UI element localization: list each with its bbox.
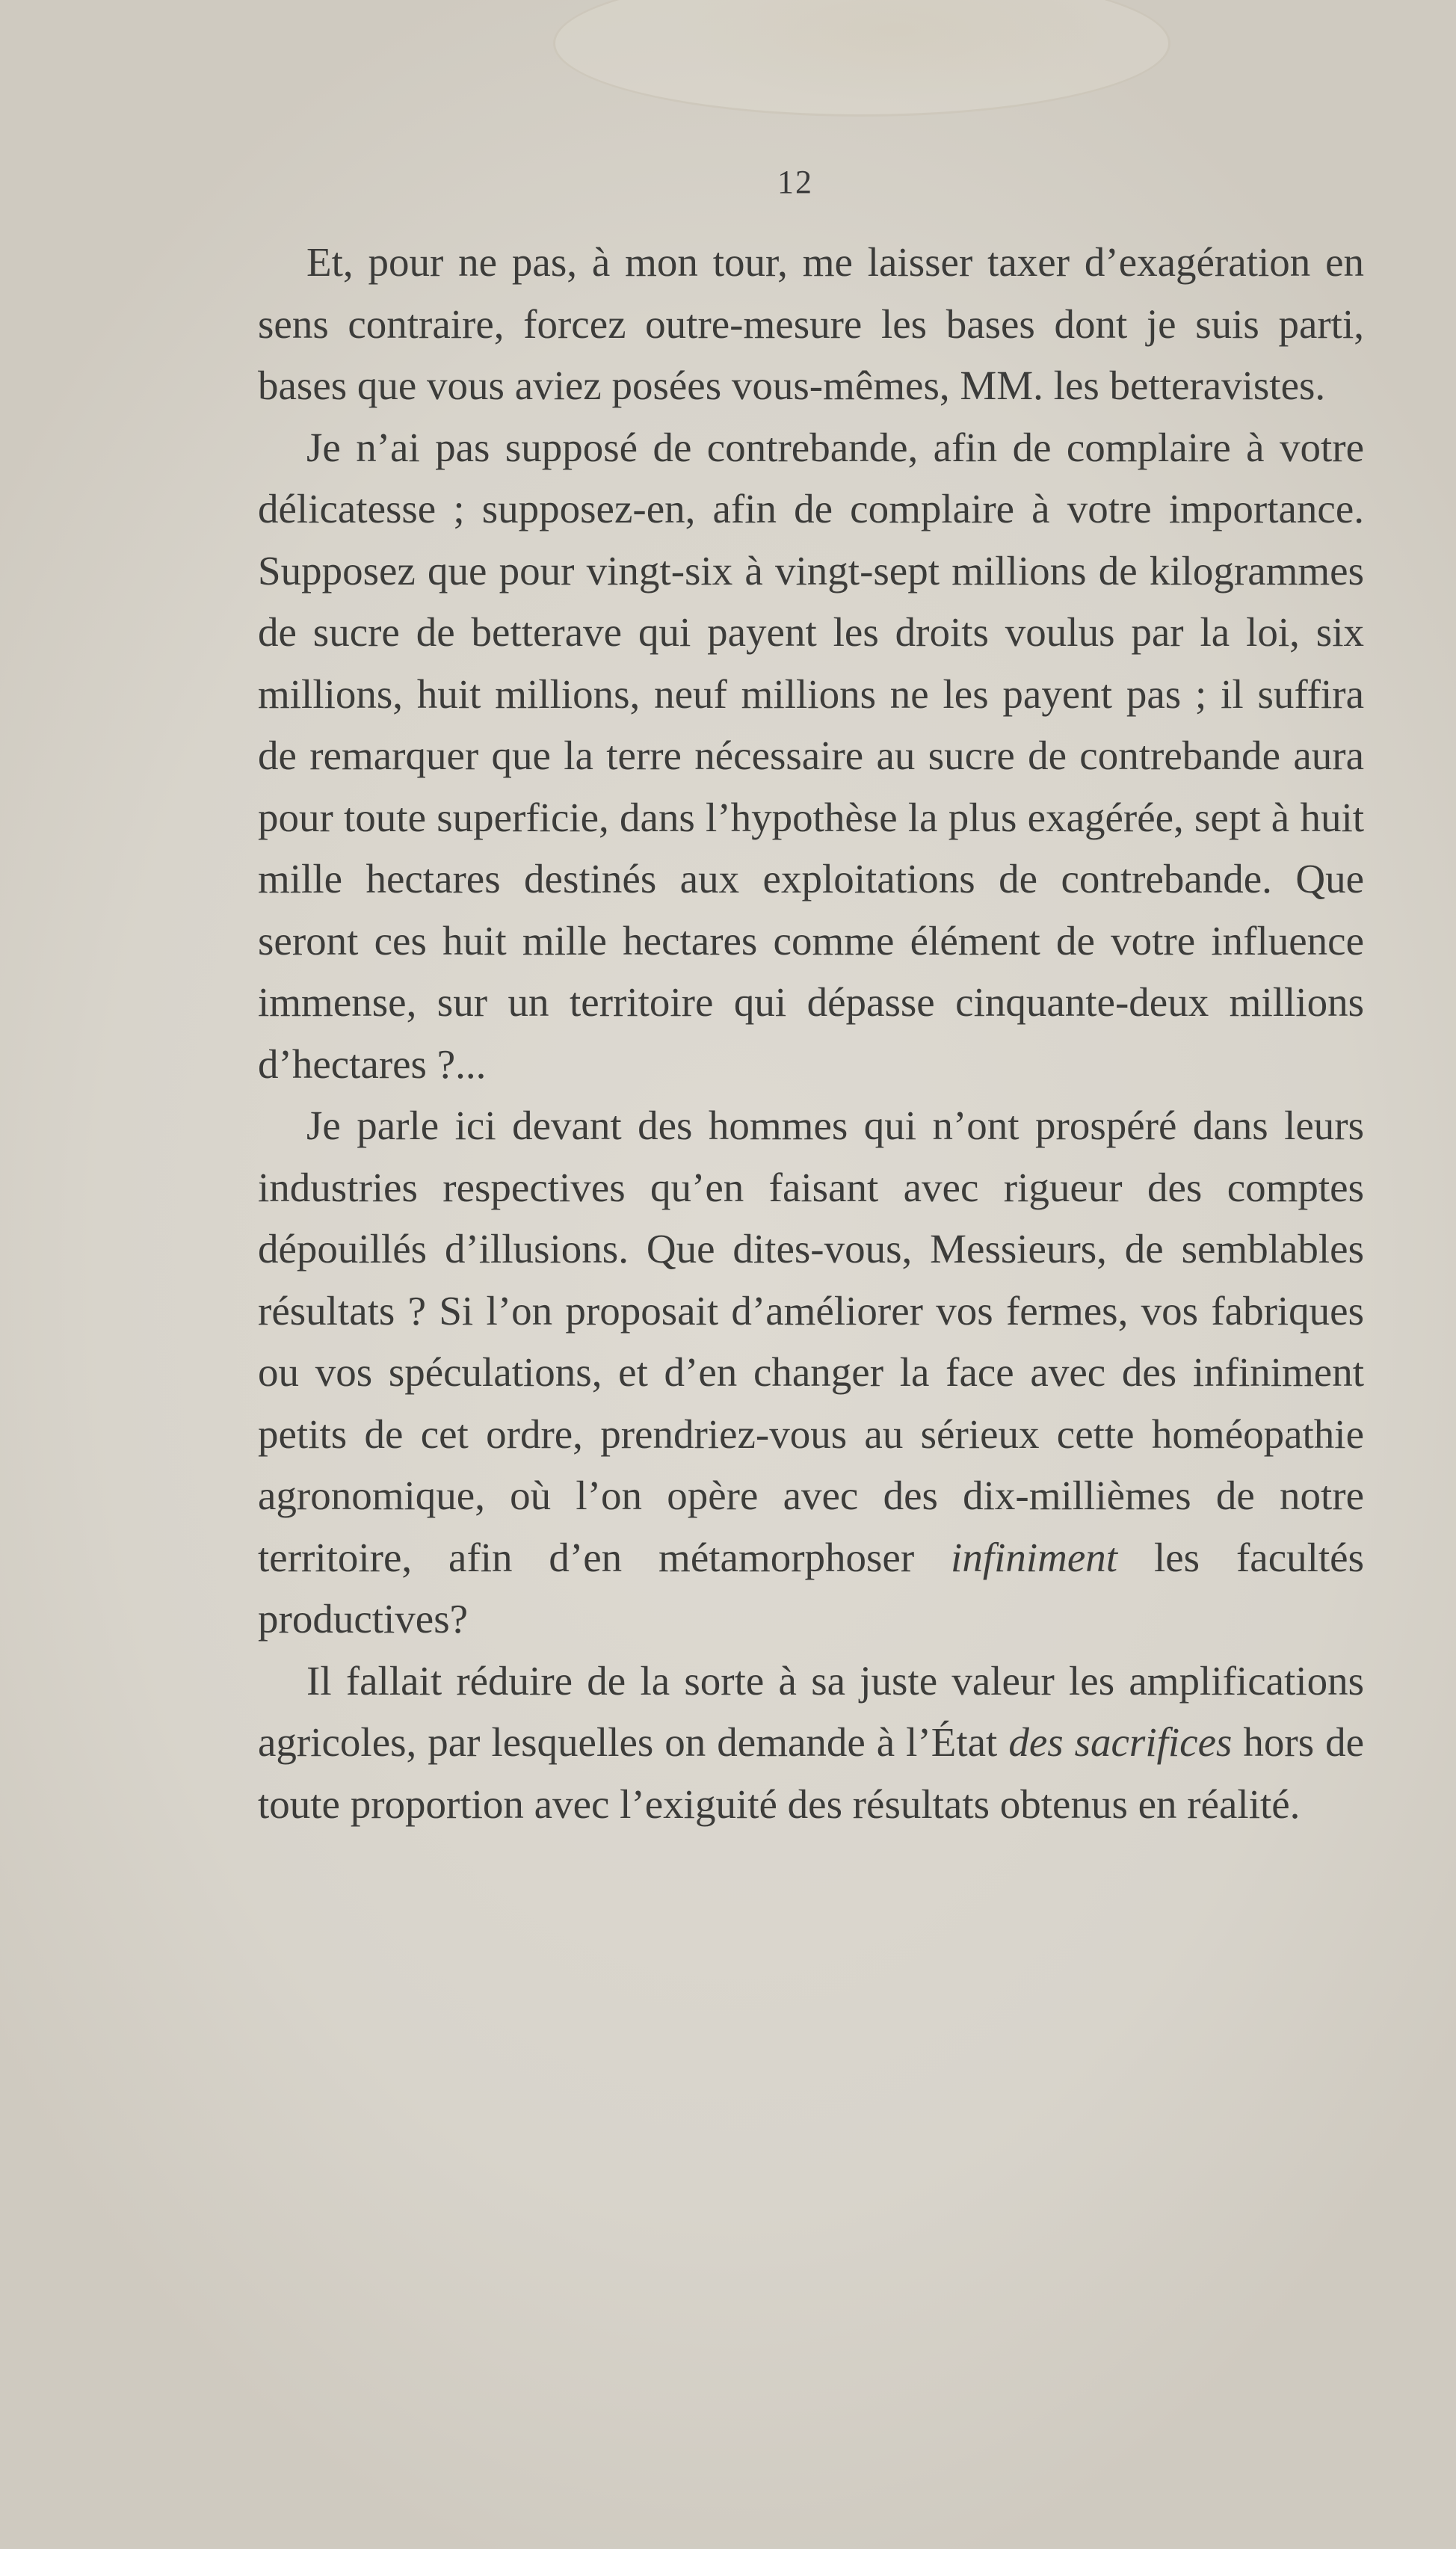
paragraph-3-after: les facultés productives? [258, 1534, 1364, 1642]
paragraph-1 [258, 232, 1364, 417]
paragraph-4-after: hors de toute proportion avec l’exiguité des résultats obtenus en réalité. [258, 1719, 1365, 1827]
paragraph-4-italic: des sacrifices [1008, 1719, 1233, 1765]
paragraph-1-text: Et, pour ne pas, à mon tour, me laisser taxer d’exagération en sens contraire, forcez outre-mesure les bases dont je suis parti, bases que vous aviez posées vous-mêmes, MM. les betteravistes. [258, 239, 1364, 408]
paragraph-3-italic: infiniment [951, 1534, 1118, 1580]
body-text [258, 232, 1364, 1835]
paragraph-2-text: Je n’ai pas supposé de contrebande, afin de complaire à votre délicatesse ; supposez-en, afin de complaire à votre importance. Supposez que pour vingt-six à vingt-sept millions de kilogrammes de sucre de betterave qui payent les droits voulus par la loi, six millions, huit millions, neuf millions ne les payent pas ; il suffira de remarquer que la terre nécessaire au sucre de contrebande aura pour toute superficie, dans l’hypothèse la plus exagérée, sept à huit mille hectares destinés aux exploitations de contrebande. Que seront ces huit mille hectares comme élément de votre influence immense, sur un territoire qui dépasse cinquante-deux millions d’hectares ?... [258, 424, 1364, 1087]
paper-stain [553, 0, 1170, 117]
paragraph-4-before: Il fallait réduire de la sorte à sa juste valeur les amplifications agricoles, par lesquelles on demande à l’État [258, 1657, 1364, 1765]
paragraph-3 [258, 1095, 1364, 1650]
paragraph-4 [258, 1650, 1364, 1836]
paragraph-3-text: Je parle ici devant des hommes qui n’ont prospéré dans leurs industries respectives qu’en faisant avec rigueur des comptes dépouillés d’illusions. Que dites-vous, Messieurs, de semblables résultats ? Si l’on proposait d’améliorer vos fermes, vos fabriques ou vos spéculations, et d’en changer la face avec des infiniment petits de cet ordre, prendriez-vous au sérieux cette homéopathie agronomique, où l’on opère avec des dix-millièmes de notre territoire, afin d’en métamorphoser [258, 1103, 1364, 1580]
page-number: 12 [777, 164, 813, 200]
paragraph-2 [258, 417, 1364, 1096]
